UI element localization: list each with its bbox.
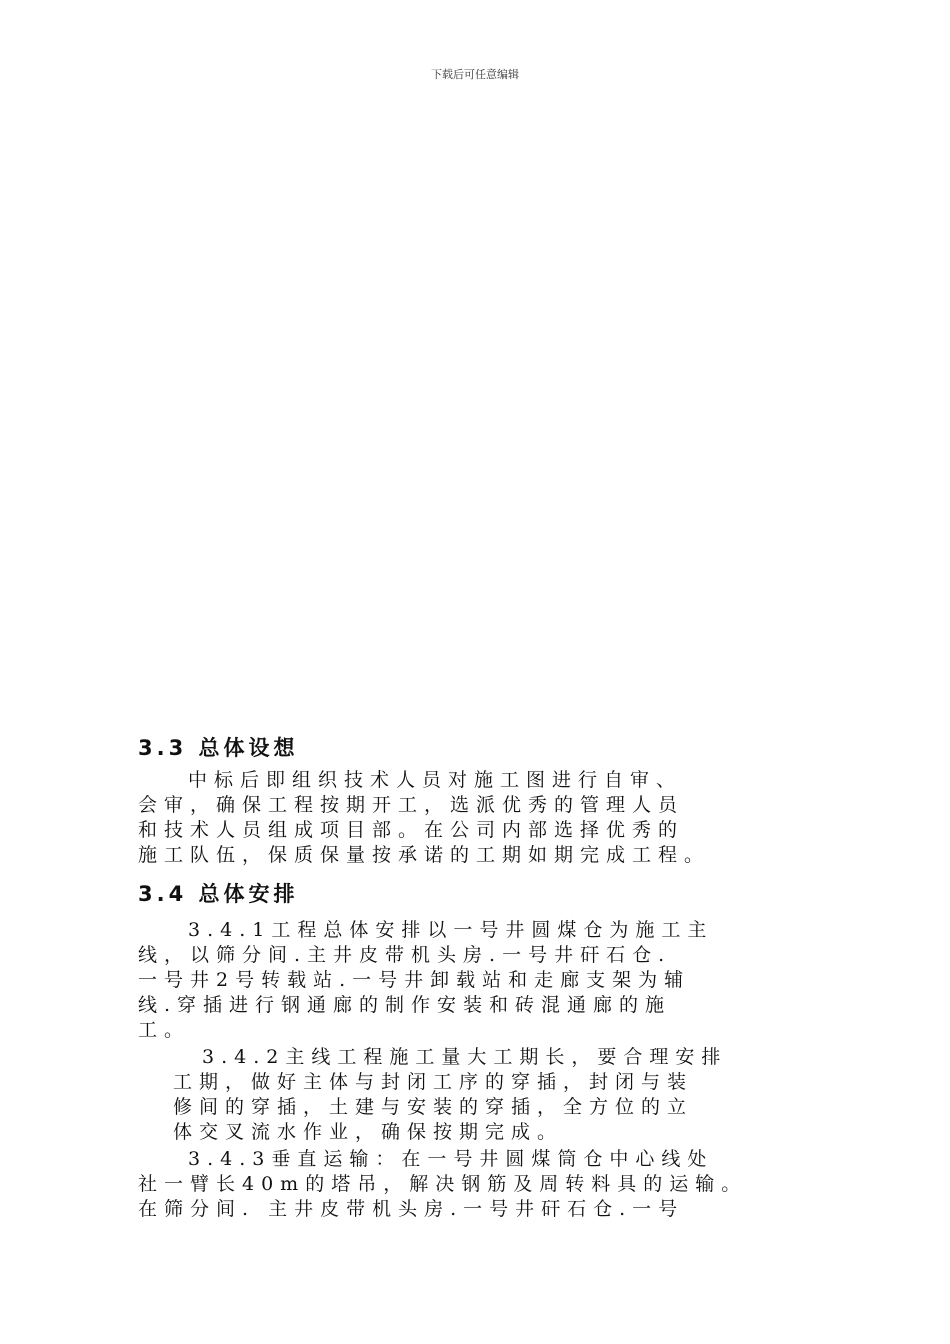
paragraph-line: 和技术人员组成项目部。在公司内部选择优秀的 [138, 819, 685, 841]
section-3-4-3-paragraph [138, 1147, 838, 1222]
document-body [138, 728, 838, 1222]
section-3-3-paragraph [138, 768, 838, 868]
paragraph-line: 社一臂长40m的塔吊，解决钢筋及周转料具的运输。 [138, 1173, 748, 1195]
paragraph-line: 在筛分间. 主井皮带机头房.一号井矸石仓.一号 [138, 1198, 685, 1220]
paragraph-line: 线.穿插进行钢通廊的制作安装和砖混通廊的施 [138, 994, 672, 1016]
section-3-4-heading: 3.4 总体安排 [138, 882, 299, 906]
paragraph-line: 中标后即组织技术人员对施工图进行自审、 [188, 769, 683, 791]
paragraph-line: 3.4.2主线工程施工量大工期长，要合理安排 [202, 1046, 728, 1068]
paragraph-line: 工。 [138, 1019, 191, 1041]
section-3-4-2-paragraph [138, 1045, 838, 1145]
paragraph-line: 施工队伍，保质保量按承诺的工期如期完成工程。 [138, 844, 711, 866]
paragraph-line: 线，以筛分间.主井皮带机头房.一号井矸石仓. [138, 944, 672, 966]
paragraph-line: 体交叉流水作业，确保按期完成。 [173, 1121, 564, 1143]
paragraph-line: 一号井2号转载站.一号井卸载站和走廊支架为辅 [138, 969, 691, 991]
paragraph-line: 会审，确保工程按期开工，选派优秀的管理人员 [138, 794, 685, 816]
section-3-4-1-paragraph [138, 918, 838, 1043]
page-header: 下载后可任意编辑 [431, 68, 519, 81]
paragraph-line: 工期，做好主体与封闭工序的穿插，封闭与装 [173, 1071, 694, 1093]
section-3-3-heading: 3.3 总体设想 [138, 736, 299, 760]
paragraph-line: 3.4.1工程总体安排以一号井圆煤仓为施工主 [188, 919, 714, 941]
paragraph-line: 3.4.3垂直运输：在一号井圆煤筒仓中心线处 [188, 1148, 714, 1170]
paragraph-line: 修间的穿插，土建与安装的穿插，全方位的立 [173, 1096, 694, 1118]
